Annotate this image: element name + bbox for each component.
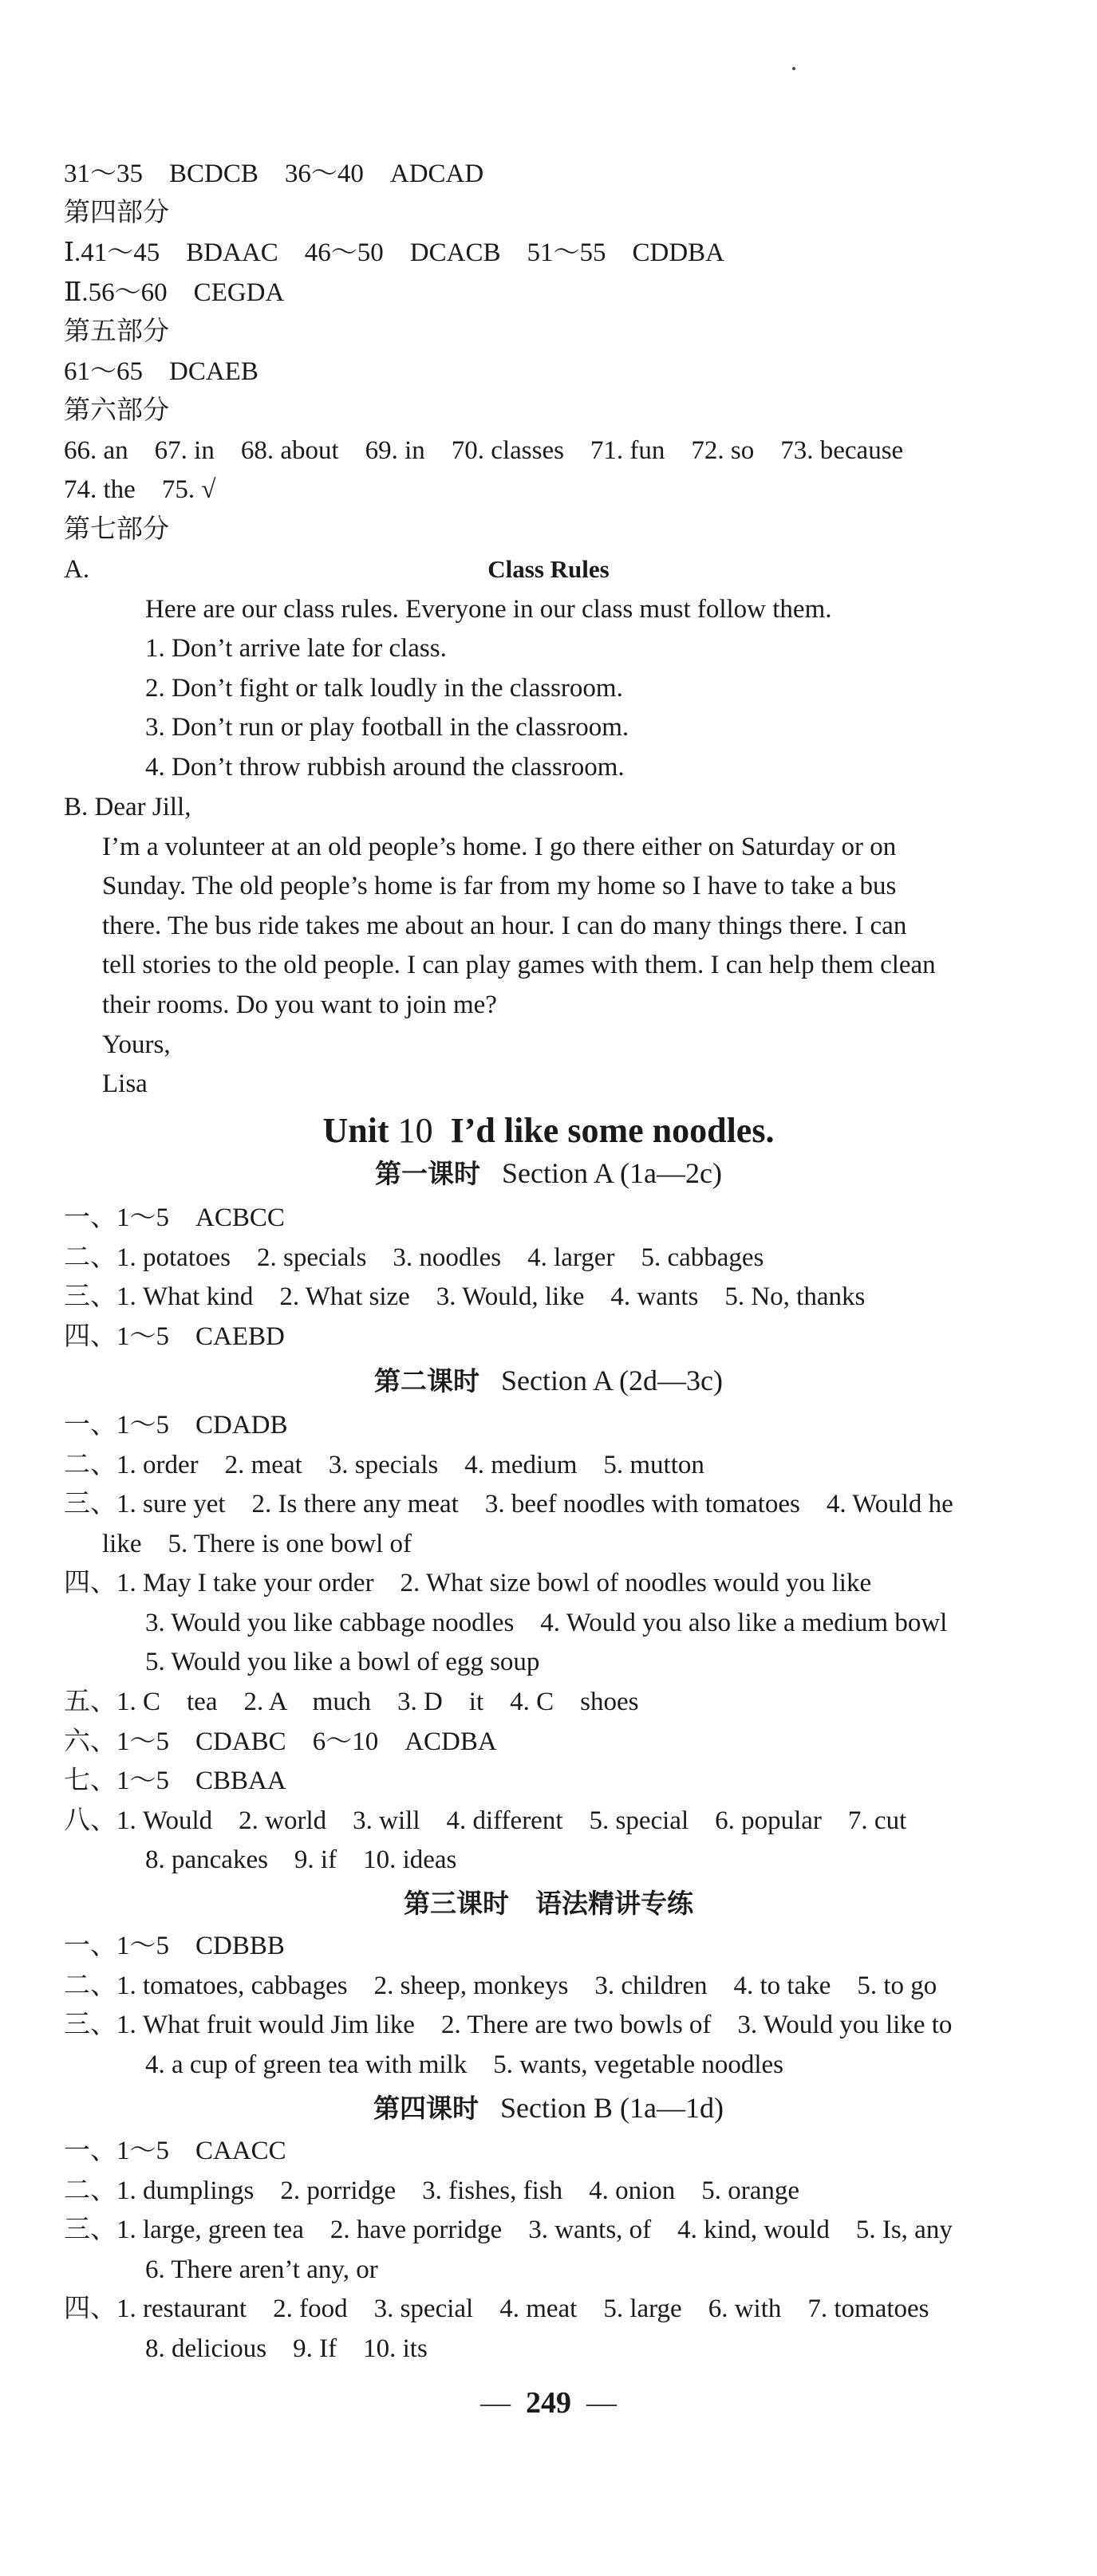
writing-b-line: their rooms. Do you want to join me?: [102, 991, 497, 1019]
lesson-name: 第三课时 语法精讲专练: [404, 1888, 693, 1919]
answer-line: 74. the 75. √: [64, 475, 216, 504]
writing-a-label: A.: [64, 555, 90, 584]
answer-line: 三、1. What kind 2. What size 3. Would, like 4. wants 5. No, thanks: [64, 1282, 866, 1311]
answer-line: 8. pancakes 9. if 10. ideas: [145, 1845, 457, 1874]
answer-line: 二、1. order 2. meat 3. specials 4. medium 5. mutton: [64, 1451, 704, 1479]
answer-line: 6. There aren’t any, or: [145, 2255, 378, 2284]
answer-line: 三、1. What fruit would Jim like 2. There are two bowls of 3. Would you like to: [64, 2011, 953, 2039]
writing-b-line: there. The bus ride takes me about an hour. I can do many things there. I can: [102, 912, 907, 940]
section-heading: 第四部分: [64, 199, 169, 227]
answer-line: 8. delicious 9. If 10. its: [145, 2334, 428, 2363]
section-heading: 第六部分: [64, 396, 169, 425]
lesson-section: Section A (1a—2c): [502, 1157, 722, 1189]
answer-line: 三、1. sure yet 2. Is there any meat 3. beef noodles with tomatoes 4. Would he: [64, 1490, 953, 1518]
answer-line: 四、1. May I take your order 2. What size bowl of noodles would you like: [64, 1569, 872, 1597]
lesson-section: Section A (2d—3c): [501, 1365, 723, 1396]
unit-name: I’d like some noodles.: [450, 1111, 775, 1150]
lesson-name: 第二课时: [374, 1365, 480, 1396]
writing-b-opening: B. Dear Jill,: [64, 793, 191, 821]
lesson-heading: [0, 1361, 1097, 1400]
answer-line: 二、1. tomatoes, cabbages 2. sheep, monkeys 3. children 4. to take 5. to go: [64, 1971, 937, 2000]
answer-line: 5. Would you like a bowl of egg soup: [145, 1648, 540, 1676]
lesson-name: 第一课时: [375, 1158, 481, 1189]
answer-line: 66. an 67. in 68. about 69. in 70. classes 71. fun 72. so 73. because: [64, 436, 904, 465]
answer-line: 七、1～5 CBBAA: [64, 1767, 286, 1795]
writing-b-line: tell stories to the old people. I can play games with them. I can help them clean: [102, 951, 936, 979]
lesson-name: 第四课时: [373, 2093, 479, 2124]
answer-line: 一、1～5 CDADB: [64, 1411, 288, 1440]
answer-line: 四、1～5 CAEBD: [64, 1322, 285, 1351]
page-number: [0, 2383, 1097, 2423]
answer-line: 六、1～5 CDABC 6～10 ACDBA: [64, 1727, 497, 1756]
answer-line: 五、1. C tea 2. A much 3. D it 4. C shoes: [64, 1688, 639, 1716]
writing-b-closing: Yours,: [102, 1030, 171, 1059]
section-heading: 第七部分: [64, 515, 169, 544]
page-dash-left: —: [480, 2386, 511, 2420]
writing-a-line: Here are our class rules. Everyone in our class must follow them.: [145, 595, 832, 624]
answer-line: Ⅱ.56～60 CEGDA: [64, 278, 285, 307]
writing-a-line: 1. Don’t arrive late for class.: [145, 634, 447, 663]
lesson-heading: [0, 1884, 1097, 1923]
writing-b-line: Sunday. The old people’s home is far from my home so I have to take a bus: [102, 872, 897, 900]
answer-line: 三、1. large, green tea 2. have porridge 3. wants, of 4. kind, would 5. Is, any: [64, 2216, 953, 2244]
answer-line: 3. Would you like cabbage noodles 4. Would you also like a medium bowl: [145, 1609, 948, 1637]
writing-a-line: 2. Don’t fight or talk loudly in the classroom.: [145, 674, 623, 703]
unit-number: 10: [397, 1111, 433, 1150]
writing-a-line: 4. Don’t throw rubbish around the classroom.: [145, 753, 625, 782]
answer-line: 一、1～5 CDBBB: [64, 1932, 285, 1960]
answer-line: 61～65 DCAEB: [64, 357, 258, 386]
answer-line: 31～35 BCDCB 36～40 ADCAD: [64, 160, 484, 188]
lesson-section: Section B (1a—1d): [500, 2092, 724, 2124]
answer-line: 一、1～5 ACBCC: [64, 1203, 285, 1232]
unit-label: Unit: [322, 1111, 389, 1150]
section-heading: 第五部分: [64, 317, 169, 346]
answer-line: 四、1. restaurant 2. food 3. special 4. meat 5. large 6. with 7. tomatoes: [64, 2294, 929, 2323]
writing-b-signature: Lisa: [102, 1069, 148, 1098]
answer-line: Ⅰ.41～45 BDAAC 46～50 DCACB 51～55 CDDBA: [64, 238, 725, 267]
page-dash-right: —: [586, 2386, 617, 2420]
scan-speck: [792, 67, 795, 70]
answer-line: 八、1. Would 2. world 3. will 4. different 5. special 6. popular 7. cut: [64, 1806, 907, 1835]
answer-line: 二、1. dumplings 2. porridge 3. fishes, fish 4. onion 5. orange: [64, 2176, 800, 2205]
unit-title: [0, 1109, 1097, 1153]
page-number-value: 249: [526, 2386, 571, 2420]
answer-line: 4. a cup of green tea with milk 5. wants, vegetable noodles: [145, 2050, 784, 2079]
lesson-heading: [0, 1154, 1097, 1193]
answer-line: like 5. There is one bowl of: [102, 1530, 412, 1558]
answer-line: 一、1～5 CAACC: [64, 2137, 286, 2165]
writing-a-title: Class Rules: [487, 555, 610, 583]
answer-line: 二、1. potatoes 2. specials 3. noodles 4. larger 5. cabbages: [64, 1243, 764, 1272]
writing-a-line: 3. Don’t run or play football in the classroom.: [145, 713, 629, 742]
writing-b-line: I’m a volunteer at an old people’s home. I go there either on Saturday or on: [102, 833, 897, 861]
lesson-heading: [0, 2089, 1097, 2128]
